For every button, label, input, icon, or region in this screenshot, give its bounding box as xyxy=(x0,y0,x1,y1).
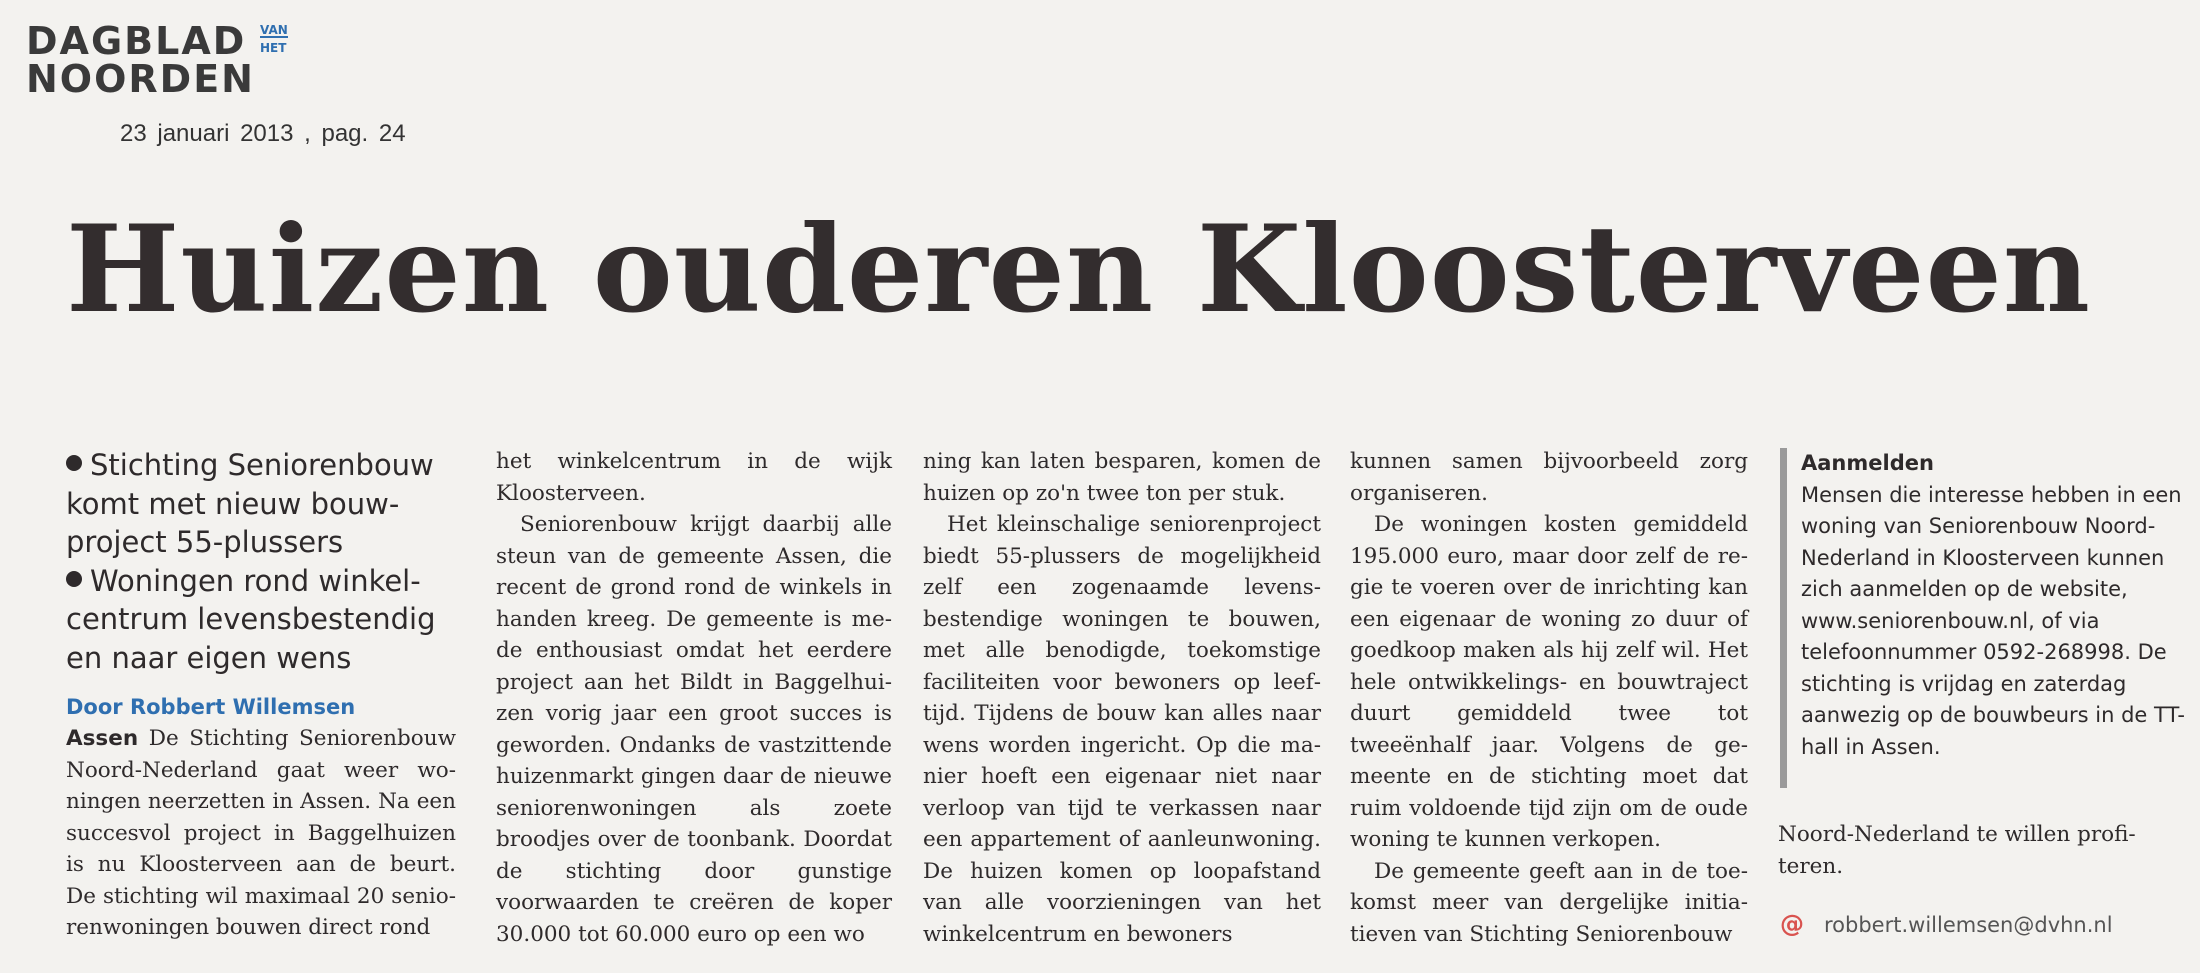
article-column-1 xyxy=(66,446,456,944)
article-paragraph: het winkelcentrum in de wijk Kloosterveen. xyxy=(496,449,892,506)
article-paragraph: De woningen kosten gemiddeld 195.000 euro, maar door zelf de regie te voeren over de inrichting kan een eigenaar de woning zo duur of goedkoop maken als hij zelf wil. Het hele ontwikkelings- en bouwtraject duurt gemiddeld twee tot tweeënhalf jaar. Volgens de gemeente en de stichting moet dat ruim voldoende tijd zijn om de oude woning te kunnen verkopen. xyxy=(1350,512,1748,852)
article-paragraph: kunnen samen bijvoorbeeld zorg organiseren. xyxy=(1350,449,1748,506)
info-box-body: Mensen die interesse hebben in een woning van Seniorenbouw Noord-Nederland in Kloosterveen kunnen zich aanmelden op de website, www.seniorenbouw.nl, of via telefoonnummer 0592-268998. De stichting is vrijdag en zaterdag aanwezig op de bouwbeurs in de TT-hall in Assen. xyxy=(1801,482,2185,759)
article-paragraph: De gemeente geeft aan in de toekomst meer van dergelijke initiatieven van Stichting Seniorenbouw xyxy=(1350,858,1748,947)
article-paragraph: ning kan laten besparen, komen de huizen op zo'n twee ton per stuk. xyxy=(923,449,1321,506)
newspaper-logo xyxy=(26,19,288,101)
logo-het: HET xyxy=(260,41,287,55)
lead-text-2: Woningen rond winkelcentrum levensbestendig en naar eigen wens xyxy=(66,563,436,675)
article-headline: Huizen ouderen Kloosterveen xyxy=(66,199,2092,340)
article-column-3 xyxy=(923,446,1321,950)
article-paragraph xyxy=(66,723,456,944)
article-paragraph: Noord-Nederland te willen profiteren. xyxy=(1778,822,2136,879)
author-email xyxy=(1780,910,2113,938)
logo-line-1: DAGBLAD xyxy=(26,19,247,63)
at-icon: @ xyxy=(1780,910,1804,938)
lead-item-1 xyxy=(66,446,456,562)
logo-line-2: NOORDEN xyxy=(26,57,255,101)
article-paragraph: Het kleinschalige seniorenproject biedt 55-plussers de mogelijkheid zelf een zogenaamde levensbestendige woningen te bouwen, met alle benodigde, toekomstige faciliteiten voor bewoners op leeftijd. Tijdens de bouw kan alles naar wens worden ingericht. Op die manier hoeft een eigenaar niet naar verloop van tijd te verkassen naar een appartement of aanleunwoning. De huizen komen op loopafstand van alle voorzieningen van het winkelcentrum en bewoners xyxy=(923,512,1321,947)
publication-date: 23 januari 2013 , pag. 24 xyxy=(120,120,406,147)
info-box xyxy=(1780,448,2196,788)
info-box-title: Aanmelden xyxy=(1801,451,1934,475)
article-column-2 xyxy=(496,446,892,950)
article-column-4 xyxy=(1350,446,1748,950)
email-address[interactable]: robbert.willemsen@dvhn.nl xyxy=(1824,913,2113,937)
paragraph-text: De Stichting Seniorenbouw Noord-Nederland gaat weer woningen neerzetten in Assen. Na een succesvol project in Baggelhuizen is nu Kloosterveen aan de beurt. De stichting wil maximaal 20 seniorenwoningen bouwen direct rond xyxy=(66,726,456,940)
lead-summary xyxy=(66,446,456,677)
article-paragraph: Seniorenbouw krijgt daarbij alle steun van de gemeente Assen, die recent de grond rond de winkels in handen kreeg. De gemeente is mede enthousiast omdat het eerdere project aan het Bildt in Baggelhuizen vorig jaar een groot succes is geworden. Ondanks de vastzittende huizenmarkt gingen daar de nieuwe seniorenwoningen als zoete broodjes over de toonbank. Doordat de stichting door gunstige voorwaarden te creëren de koper 30.000 tot 60.000 euro op een wo xyxy=(496,512,892,947)
logo-van: VAN xyxy=(260,23,288,37)
byline: Door Robbert Willemsen xyxy=(66,695,356,719)
article-column-5 xyxy=(1778,819,2182,883)
dateline-place: Assen xyxy=(66,726,139,751)
lead-item-2 xyxy=(66,562,456,678)
bullet-icon xyxy=(66,571,82,587)
bullet-icon xyxy=(66,455,82,471)
lead-text-1: Stichting Seniorenbouw komt met nieuw bouwproject 55-plussers xyxy=(66,448,434,559)
